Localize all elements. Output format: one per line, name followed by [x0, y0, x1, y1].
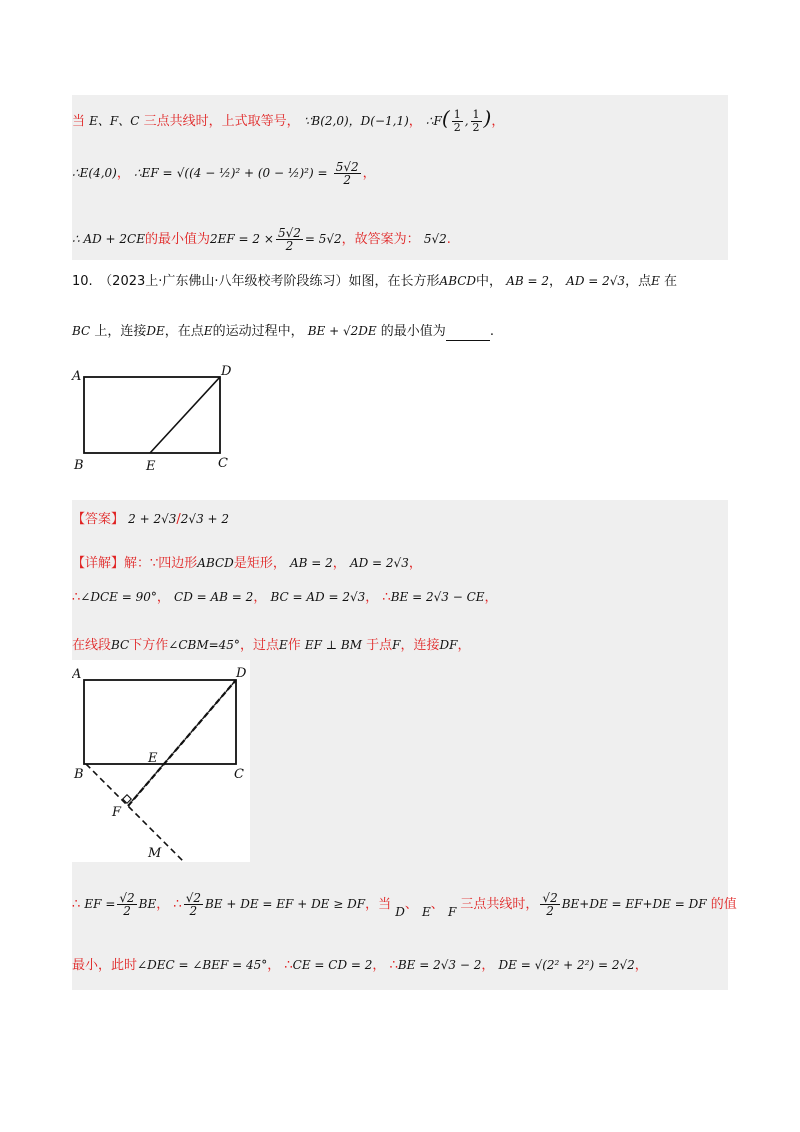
- problem-line-2: BC 上，连接DE，在点E的运动过程中， BE + √2DE 的最小值为 .: [72, 324, 494, 339]
- segment-de: [150, 377, 220, 453]
- figure-construction: [72, 660, 250, 862]
- label-b-2: B: [74, 767, 84, 782]
- solution-block-1: [72, 95, 728, 260]
- label-b: B: [74, 458, 84, 473]
- rectangle-abcd: [84, 377, 220, 453]
- solution-block-2: [72, 500, 737, 990]
- label-a-2: A: [72, 667, 82, 682]
- final-line-1: ∴ EF = $\frac{√2}{2}$ BE， ∴ $\frac{√2}{2}$ BE + DE = EF + DE ≥ DF，当 D、 E、 F 三点共线时， $\frac{√2}{2}$ BE+DE = EF+DE = DF 的值: [72, 891, 737, 919]
- label-c-2: C: [234, 767, 244, 782]
- label-e: E: [146, 459, 156, 474]
- solution-line-3: ∴ AD + 2CE的最小值为2EF = 2 × $\frac{5√2}{2}$ = 5√2，故答案为： 5√2.: [72, 226, 451, 253]
- label-m-2: M: [148, 846, 162, 861]
- answer-line: 【答案】 2 + 2√3/2√3 + 2: [72, 512, 230, 527]
- ray-bm: [86, 764, 184, 862]
- solution-line-1: 当 E、F、C 三点共线时，上式取等号， ∵B(2,0)，D(−1,1)， ∴F( $\frac{1}{2}$ , $\frac{1}{2}$ )，: [72, 106, 505, 134]
- solution-line-2: ∴E(4,0)， ∴EF = √((4 − ½)² + (0 − ½)²) = $\frac{5√2}{2}$ ，: [72, 160, 376, 187]
- label-d: D: [221, 364, 232, 379]
- label-a: A: [72, 369, 82, 384]
- label-c: C: [218, 456, 228, 471]
- problem-line-1: 10. （2023上·广东佛山·八年级校考阶段练习）如图，在长方形ABCD中， AB = 2， AD = 2√3，点E 在: [72, 274, 677, 289]
- label-e-2: E: [148, 751, 158, 766]
- detail-line-2: ∴∠DCE = 90°， CD = AB = 2， BC = AD = 2√3， ∴BE = 2√3 − CE，: [72, 590, 498, 605]
- label-f-2: F: [112, 805, 122, 820]
- rectangle-abcd-2: [84, 680, 236, 764]
- answer-blank: [446, 328, 490, 341]
- final-line-2: 最小，此时∠DEC = ∠BEF = 45°， ∴CE = CD = 2， ∴BE = 2√3 − 2， DE = √(2² + 2²) = 2√2，: [72, 958, 648, 973]
- detail-line-1: 【详解】解：∵四边形ABCD是矩形， AB = 2， AD = 2√3，: [72, 556, 422, 571]
- label-d-2: D: [236, 666, 247, 681]
- figure-rectangle: [70, 362, 240, 474]
- detail-line-3: 在线段BC下方作∠CBM=45°，过点E作 EF ⊥ BM 于点F，连接DF，: [72, 638, 471, 653]
